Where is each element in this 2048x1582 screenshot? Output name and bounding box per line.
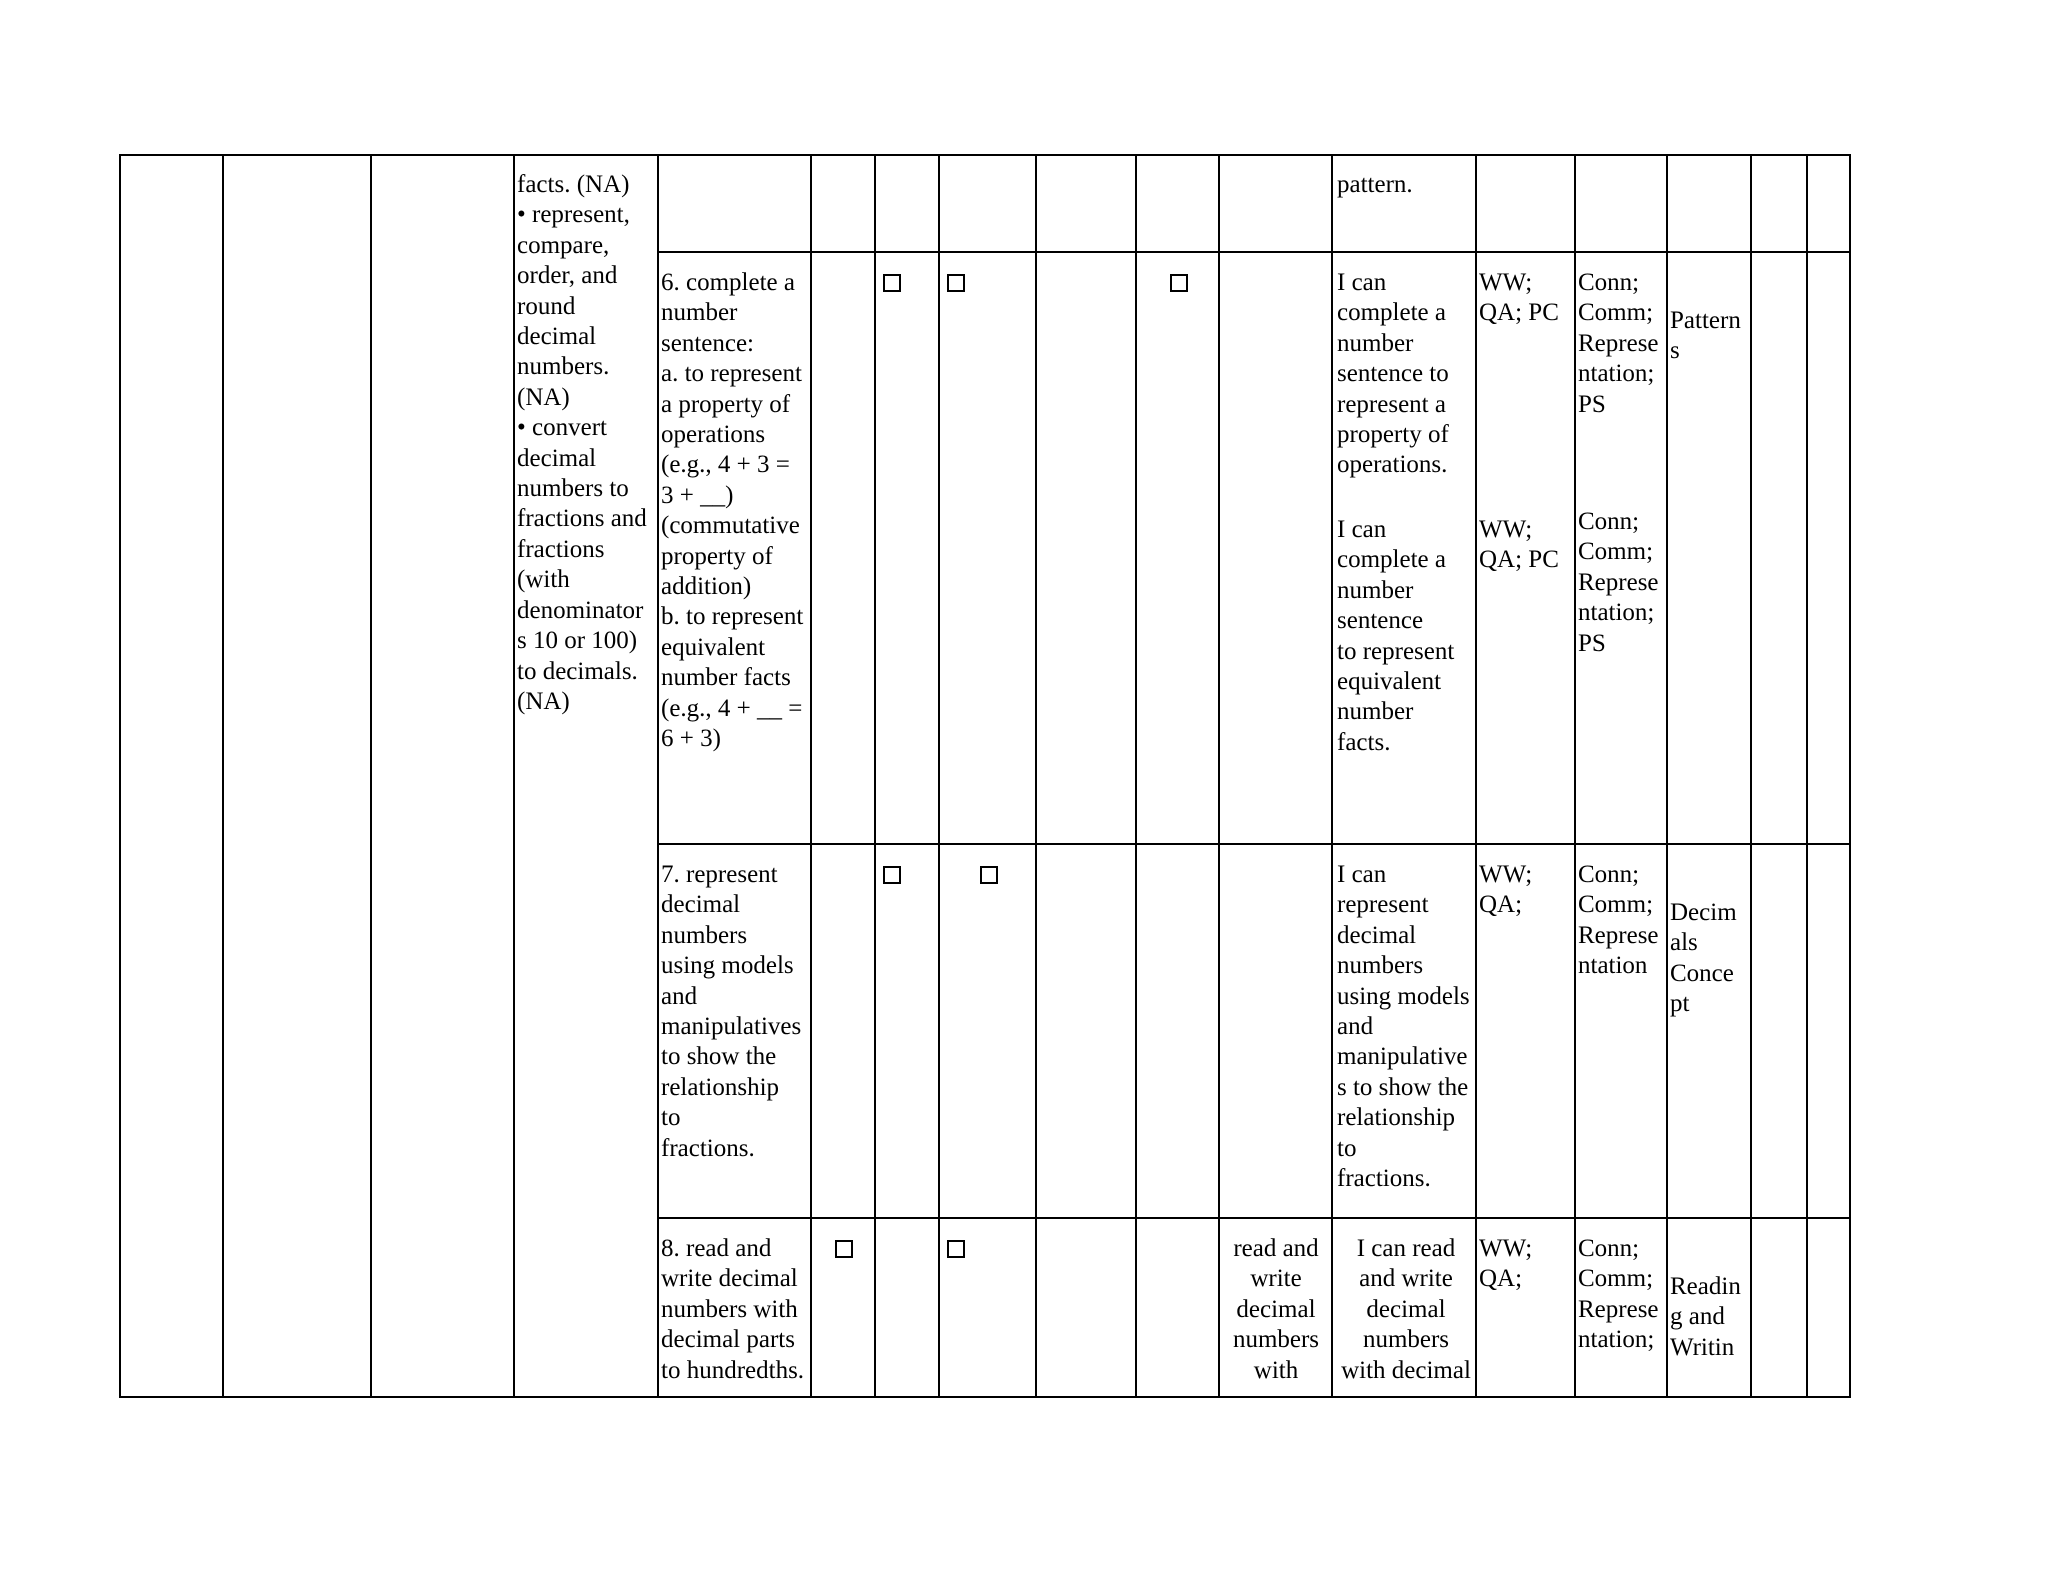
checkbox[interactable]: [883, 866, 901, 884]
table-line: [513, 154, 515, 1396]
assessment-text: WW; QA;: [1479, 1235, 1533, 1293]
table-line: [119, 154, 1851, 156]
table-line: [1218, 154, 1220, 1396]
process-standards-text: Conn; Comm; Represe ntation; PS: [1578, 508, 1659, 657]
learning-target-text: I can read and write decimal numbers with decimal: [1341, 1235, 1471, 1384]
table-line: [1849, 154, 1851, 1396]
competency-text: 7. represent decimal numbers using models and manipulatives to show the relationship to fractions.: [661, 861, 802, 1162]
checkbox[interactable]: [835, 1240, 853, 1258]
note-text: read and write decimal numbers with: [1232, 1235, 1320, 1384]
assessment-text: WW; QA;: [1479, 861, 1533, 919]
table-line: [1331, 154, 1333, 1396]
topic-text: Readin g and Writin: [1670, 1273, 1741, 1361]
table-line: [1574, 154, 1576, 1396]
process-standards-text: Conn; Comm; Represe ntation;: [1578, 1235, 1659, 1354]
learning-target-text: pattern.: [1337, 171, 1413, 198]
checkbox[interactable]: [1170, 274, 1188, 292]
checkbox[interactable]: [947, 1240, 965, 1258]
table-line: [938, 154, 940, 1396]
assessment-text: WW; QA; PC: [1479, 269, 1559, 327]
table-line: [1135, 154, 1137, 1396]
checkbox[interactable]: [980, 866, 998, 884]
learning-target-text: I can complete a number sentence to represent a property of operations.: [1337, 269, 1449, 479]
learning-target-text: I can represent decimal numbers using models and manipulative s to show the relationship to fractions.: [1337, 861, 1470, 1193]
table-line: [657, 251, 1851, 253]
checkbox[interactable]: [883, 274, 901, 292]
checkbox[interactable]: [947, 274, 965, 292]
table-line: [1035, 154, 1037, 1396]
table-line: [370, 154, 372, 1396]
competency-text: 6. complete a number sentence: a. to represent a property of operations (e.g., 4 + 3 = 3 + __) (commutative property of addition) b. to represent equivalent number facts (e.g., 4 + __ = 6 + 3): [661, 269, 804, 753]
grade-level-standard-text: facts. (NA) • represent, compare, order, and round decimal numbers. (NA) • convert decimal numbers to fractions and fractions (with denominator s 10 or 100) to decimals. (NA): [517, 171, 647, 715]
competency-text: 8. read and write decimal numbers with decimal parts to hundredths.: [661, 1235, 805, 1384]
table-line: [119, 1396, 1851, 1398]
table-line: [657, 154, 659, 1396]
table-line: [657, 1217, 1851, 1219]
process-standards-text: Conn; Comm; Represe ntation; PS: [1578, 269, 1659, 418]
process-standards-text: Conn; Comm; Represe ntation: [1578, 861, 1659, 980]
topic-text: Pattern s: [1670, 307, 1741, 365]
table-line: [119, 154, 121, 1396]
learning-target-text: I can complete a number sentence to represent equivalent number facts.: [1337, 516, 1455, 756]
assessment-text: WW; QA; PC: [1479, 516, 1559, 574]
table-line: [1806, 154, 1808, 1396]
table-line: [222, 154, 224, 1396]
topic-text: Decim als Conce pt: [1670, 899, 1737, 1018]
table-line: [657, 843, 1851, 845]
table-line: [874, 154, 876, 1396]
